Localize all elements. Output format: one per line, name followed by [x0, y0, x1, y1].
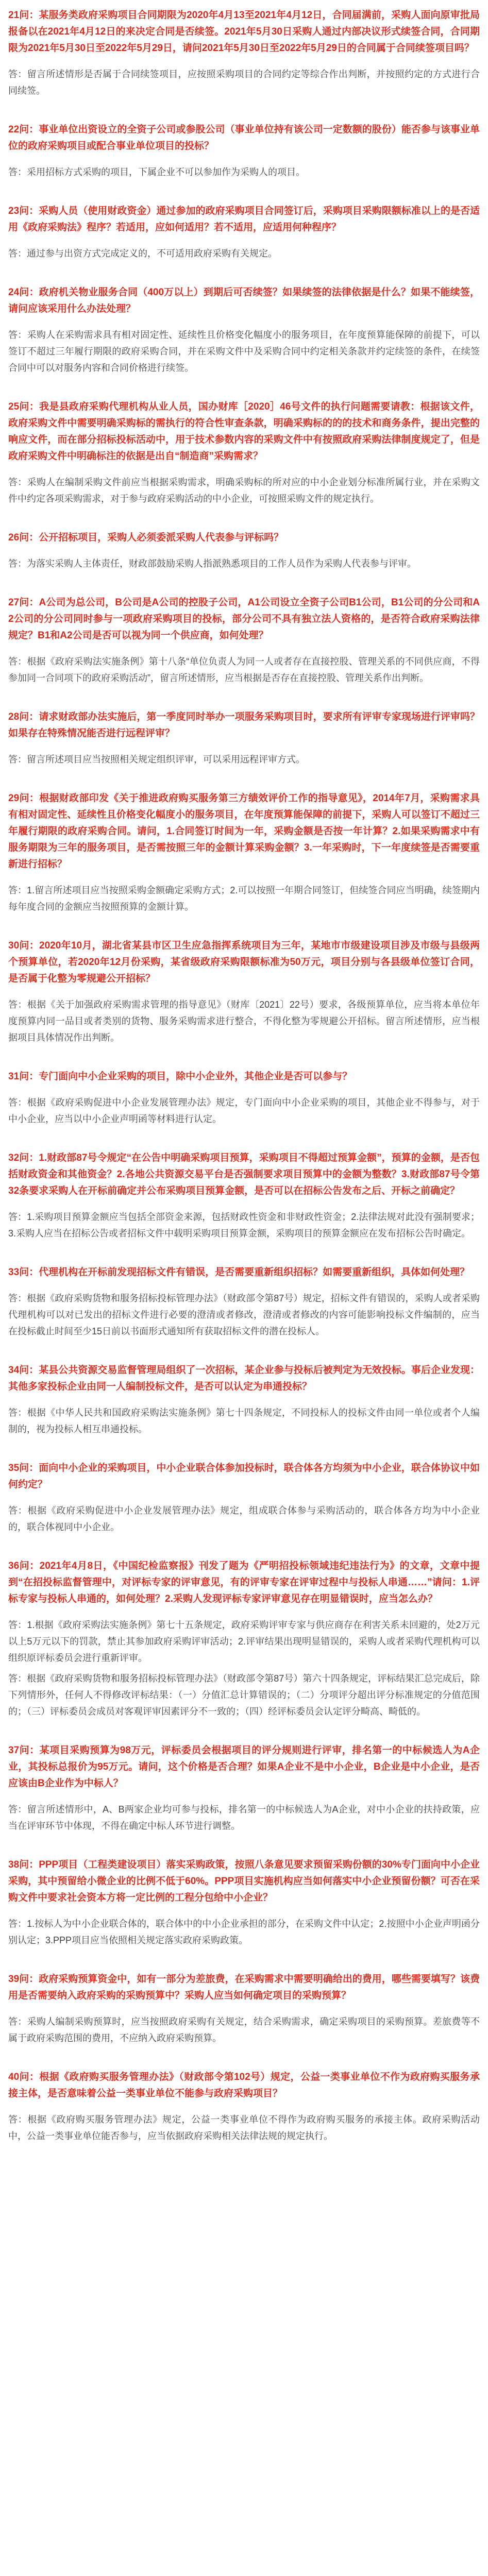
qa-item: [8, 7, 480, 99]
answer-text: 答：1.采购项目预算金额应当包括全部资金来源，包括财政性资金和非财政性资金；2.法律法规对此没有强制要求；3.采购人应当在招标公告或者招标文件中载明采购项目预算金额，采购项目的预算金额应在发布招标公告时确定。: [8, 1212, 480, 1239]
qa-item: [8, 1971, 480, 2046]
question-text: 22问：事业单位出资设立的全资子公司或参股公司（事业单位持有该公司一定数额的股份）能否参与该事业单位的政府采购项目或配合事业单位项目的投标？: [8, 124, 480, 151]
answer-text: 答：根据《中华人民共和国政府采购法实施条例》第七十四条规定，不同投标人的投标文件由同一单位或者个人编制的，视为投标人相互串通投标。: [8, 1408, 480, 1434]
qa-item: [8, 1362, 480, 1437]
answer-text: 答：留言所述情形中，A、B两家企业均可参与投标，排名第一的中标候选人为A企业，对中小企业的扶持政策，应当在评审环节中体现，不得在确定中标人环节进行调整。: [8, 1804, 480, 1831]
question-text: 38问：PPP项目（工程类建设项目）落实采购政策，按照八条意见要求预留采购份额的30%专门面向中小企业采购，其中预留给小微企业的比例不低于60%。PPP项目实施机构应当如何落实中小企业预留份额？可否在采购文件中要求社会资本方将一定比例的工程分包给中小企业？: [8, 1859, 480, 1903]
qa-item: [8, 122, 480, 180]
question-text: 21问：某服务类政府采购项目合同期限为2020年4月13至2021年4月12日，合同届满前，采购人面向原审批局报备以在2021年4月12日的来决定合同是否续签。2021年5月30日采购人通过内部决议形式续签合同，合同期限为2021年5月30日至2022年5月29日，请问2021年5月30日至2022年5月29日的合同属于合同续签项目吗？: [8, 10, 480, 54]
qa-item: [8, 1264, 480, 1340]
answer-text: 答：采购人编制采购预算时，应当按照政府采购有关规定，结合采购需求，确定采购项目的采购预算。差旅费等不属于政府采购范围的费用，不应纳入政府采购预算。: [8, 2016, 480, 2043]
question-text: 24问：政府机关物业服务合同（400万以上）到期后可否续签？如果续签的法律依据是什么？如果不能续签，请问应该采用什么办法处理？: [8, 287, 480, 314]
qa-item: [8, 709, 480, 768]
question-text: 31问：专门面向中小企业采购的项目，除中小企业外，其他企业是否可以参与？: [8, 1071, 352, 1082]
answer-text: 答：采购人在采购需求具有相对固定性、延续性且价格变化幅度小的服务项目，在年度预算能保障的前提下，可以签订不超过三年履行期限的政府采购合同，并在采购文件中及采购合同中约定相关条款并约定续签的条件，在续签合同中可以对服务内容和合同价格进行续签。: [8, 330, 480, 373]
question-text: 29问：根据财政部印发《关于推进政府购买服务第三方绩效评价工作的指导意见》，2014年7月，采购需求具有相对固定性、延续性且价格变化幅度小的服务项目，在年度预算能保障的前提下，采购人可以签订不超过三年履行期限的政府采购合同。请问，1.合同签订时间为一年，采购金额是否按一年计算？2.如果采购需求中有服务期限为三年的服务项目，是否需按照三年的金额计算采购金额？3.一年采购时，下一年度续签是否需要重新进行招标？: [8, 793, 480, 870]
qa-item: [8, 1742, 480, 1834]
question-text: 39问：政府采购预算资金中，如有一部分为差旅费，在采购需求中需要明确给出的费用，哪些需要填写？该费用是否需要纳入政府采购的采购预算中？采购人应当如何确定项目的采购预算？: [8, 1974, 480, 2001]
answer-text: 答：根据《政府采购货物和服务招标投标管理办法》（财政部令第87号）规定，招标文件有错误的，采购人或者采购代理机构可以对已发出的招标文件进行必要的澄清或者修改，澄清或者修改的内容可能影响投标文件编制的，应当在投标截止时间至少15日前以书面形式通知所有获取招标文件的潜在投标人。: [8, 1293, 480, 1336]
answer-text: 答：根据《政府采购促进中小企业发展管理办法》规定，专门面向中小企业采购的项目，其他企业不得参与，对于中小企业，应当以中小企业声明函等材料进行认定。: [8, 1097, 480, 1124]
question-text: 32问：1.财政部87号令规定“在公告中明确采购项目预算，采购项目不得超过预算金额”，预算的金额，是否包括财政资金和其他资金？2.各地公共资源交易平台是否强制要求项目预算中的金额为整数？3.财政部87号令第32条要求采购人在开标前确定并公布采购项目预算金额，是否可以在招标公告发布之后、开标之前确定？: [8, 1153, 480, 1196]
answer-text: 答：根据《政府采购促进中小企业发展管理办法》规定，组成联合体参与采购活动的，联合体各方均为中小企业的，联合体视同中小企业。: [8, 1505, 480, 1532]
answer-text: 答：1.留言所述项目应当按照采购金额确定采购方式；2.可以按照一年期合同签订，但续签合同应当明确，续签期内每年度合同的金额应当按照预算的金额计算。: [8, 885, 480, 912]
question-text: 30问：2020年10月，湖北省某县市区卫生应急指挥系统项目为三年，某地市市级建设项目涉及市级与县级两个预算单位，若2020年12月份采购，某省级政府采购限额标准为50万元，项目分别与各县级单位签订合同，是否属于化整为零规避公开招标？: [8, 940, 480, 984]
question-text: 36问：2021年4月8日，《中国纪检监察报》刊发了题为《严明招投标领域违纪违法行为》的文章，文章中提到“在招投标监督管理中，对评标专家的评审意见，有的评审专家在评审过程中与投标人串通……”请问：1.评标专家与投标人串通的，如何处理？2.采购人发现评标专家评审意见存在明显错误时，应当怎么办？: [8, 1561, 480, 1604]
question-text: 33问：代理机构在开标前发现招标文件有错误，是否需要重新组织招标？如需要重新组织，具体如何处理？: [8, 1267, 470, 1278]
qa-item: [8, 399, 480, 507]
answer-text: 答：根据《政府采购法实施条例》第十八条“单位负责人为同一人或者存在直接控股、管理关系的不同供应商，不得参加同一合同项下的政府采购活动”，留言所述情形，应当根据是否存在直接控股、管理关系作出判断。: [8, 656, 480, 683]
qa-item: [8, 1069, 480, 1127]
answer-text: 答：通过参与出资方式完成定义的，不可适用政府采购有关规定。: [8, 248, 277, 259]
answer-text: 答：根据《政府购买服务管理办法》规定，公益一类事业单位不得作为政府购买服务的承接主体。政府采购活动中，公益一类事业单位能否参与，应当依据政府采购相关法律法规的规定执行。: [8, 2114, 480, 2141]
answer-text: 答：根据《关于加强政府采购需求管理的指导意见》（财库〔2021〕22号）要求，各级预算单位，应当将本单位年度预算内同一品目或者类别的货物、服务采购需求进行整合，不得化整为零规避公开招标。留言所述情形，应当根据项目具体情况作出判断。: [8, 999, 480, 1043]
question-text: 25问：我是县政府采购代理机构从业人员，国办财库［2020］46号文件的执行问题需要请教：根据该文件，政府采购文件中需要明确采购标的需执行的符合性审查条款，明确采购标的的的技术和商务条件，提出完整的响应文件，而在部分招标投标活动中，用于技术参数内容的采购文件中有按照政府采购法律制度规定了，但是政府采购文件中明确标注的依据是出自“制造商”采购需求？: [8, 401, 480, 462]
qa-item: [8, 938, 480, 1046]
question-text: 23问：采购人员（使用财政资金）通过参加的政府采购项目合同签订后，采购项目采购限额标准以上的是否适用《政府采购法》程序？若适用，应如何适用？若不适用，应适用何种程序？: [8, 206, 480, 233]
question-text: 37问：某项目采购预算为98万元，评标委员会根据项目的评分规则进行评审，排名第一的中标候选人为A企业，其投标总报价为95万元。请问，这个价格是否合理？如果A企业不是中小企业，B企业是中小企业，是否应该由B企业作为中标人？: [8, 1745, 480, 1789]
answer-text: 答：1.按标人为中小企业联合体的，联合体中的中小企业承担的部分，在采购文件中认定；2.按照中小企业声明函分别认定；3.PPP项目应当依照相关规定落实政府采购政策。: [8, 1919, 480, 1945]
question-text: 27问：A公司为总公司，B公司是A公司的控股子公司，A1公司设立全资子公司B1公司，B1公司的分公司和A2公司的分公司同时参与一项政府采购项目的投标，部分公司不具有独立法人资格的，是否符合政府采购法律规定？B1和A2公司是否可以视为同一个供应商，如何处理？: [8, 597, 480, 641]
qa-item: [8, 1558, 480, 1720]
qa-item: [8, 1857, 480, 1948]
answer-text: 答：留言所述项目应当按照相关规定组织评审，可以采用远程评审方式。: [8, 754, 305, 765]
question-text: 28问：请求财政部办法实施后，第一季度同时举办一项服务采购项目时，要求所有评审专家现场进行评审吗？如果存在特殊情况能否进行远程评审？: [8, 711, 480, 739]
qa-item: [8, 530, 480, 572]
question-text: 35问：面向中小企业的采购项目，中小企业联合体参加投标时，联合体各方均须为中小企业，联合体协议中如何约定？: [8, 1463, 480, 1490]
question-text: 40问：根据《政府购买服务管理办法》（财政部令第102号）规定，公益一类事业单位不作为政府购买服务承接主体，是否意味着公益一类事业单位不能参与政府采购项目？: [8, 2072, 480, 2099]
qa-item: [8, 203, 480, 262]
answer-text: 答：1.根据《政府采购法实施条例》第七十五条规定，政府采购评审专家与供应商存在利害关系未回避的，处2万元以上5万元以下的罚款，禁止其参加政府采购评审活动；2.评审结果出现明显错误的，采购人或者采购代理机构可以组织原评标委员会进行重新评审。: [8, 1620, 480, 1663]
answer-text: 答：留言所述情形是否属于合同续签项目，应按照采购项目的合同约定等综合作出判断，并按照约定的方式进行合同续签。: [8, 69, 480, 96]
qa-item: [8, 284, 480, 376]
question-text: 34问：某县公共资源交易监督管理局组织了一次招标，某企业参与投标后被判定为无效投标。事后企业发现：其他多家投标企业由同一人编制投标文件，是否可以认定为串通投标？: [8, 1365, 480, 1392]
answer-text: 答：根据《政府采购货物和服务招标投标管理办法》（财政部令第87号）第六十四条规定，评标结果汇总完成后，除下列情形外，任何人不得修改评标结果：（一）分值汇总计算错误的；（二）分项评分超出评分标准规定的分值范围的；（三）评标委员会成员对客观评审因素评分不一致的；（四）经评标委员会认定评分畸高、畸低的。: [8, 1673, 480, 1717]
answer-text: 答：为落实采购人主体责任，财政部鼓励采购人指派熟悉项目的工作人员作为采购人代表参与评审。: [8, 558, 416, 569]
answer-text: 答：采购人在编制采购文件前应当根据采购需求，明确采购标的所对应的中小企业划分标准所属行业，并在采购文件中约定各项采购需求，对于参与政府采购活动的中小企业，可按照采购文件的规定执行。: [8, 477, 480, 504]
qa-item: [8, 1150, 480, 1242]
answer-text: 答：采用招标方式采购的项目，下属企业不可以参加作为采购人的项目。: [8, 167, 305, 177]
qa-item: [8, 595, 480, 686]
qa-item: [8, 2069, 480, 2144]
qa-item: [8, 790, 480, 915]
qa-item: [8, 1460, 480, 1535]
question-text: 26问：公开招标项目，采购人必须委派采购人代表参与评标吗？: [8, 532, 284, 543]
